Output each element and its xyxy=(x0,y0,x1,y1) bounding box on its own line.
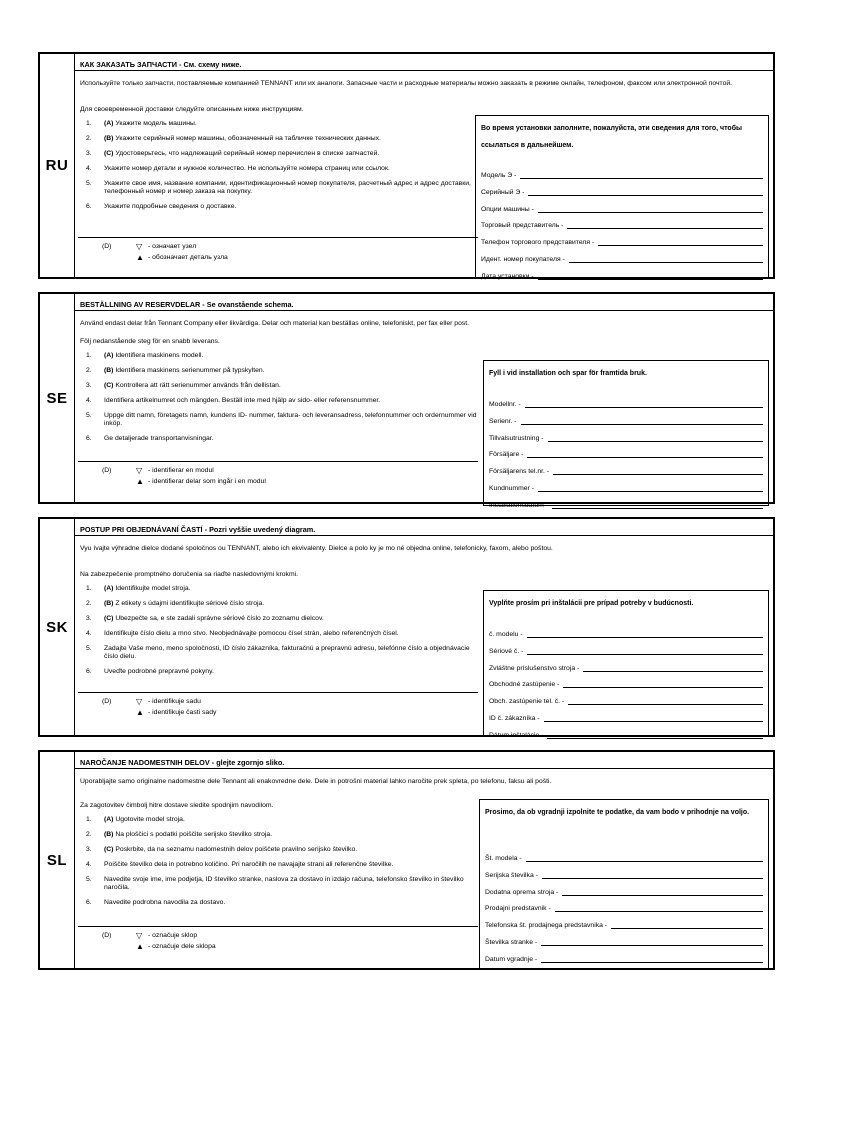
form-field-label: ID č. zákazníka - xyxy=(489,715,540,722)
order-step xyxy=(80,861,480,869)
step-text: Укажите номер детали и нужное количество. Не используйте номера страниц или ссылок. xyxy=(104,165,390,172)
order-step xyxy=(80,367,480,375)
language-code-column xyxy=(40,294,75,502)
section-title: POSTUP PRI OBJEDNÁVANÍ ČASTÍ - Pozri vyššie uvedený diagram. xyxy=(80,525,316,534)
step-reference-label: (A) xyxy=(104,120,114,127)
form-field-label: Datum vgradnje - xyxy=(485,955,538,963)
installation-info-form xyxy=(475,115,769,278)
form-field-blank-line[interactable] xyxy=(553,466,763,475)
step-reference-label: (B) xyxy=(104,367,114,374)
legend-assembly-text: - означает узел xyxy=(148,243,197,250)
installation-info-form xyxy=(483,360,769,509)
step-reference-label: (C) xyxy=(104,382,114,389)
form-field xyxy=(489,711,763,722)
step-text: Укажите модель машины. xyxy=(113,120,197,127)
form-field xyxy=(485,851,763,862)
section-content xyxy=(74,519,773,739)
legend-assembly-text: - identifikuje sadu xyxy=(148,698,201,705)
form-field xyxy=(481,218,763,229)
form-field-blank-line[interactable] xyxy=(555,903,763,912)
form-field xyxy=(485,868,763,879)
step-number: 4. xyxy=(86,165,92,172)
step-number: 1. xyxy=(86,816,92,823)
form-field-label: Дата установки - xyxy=(481,272,534,280)
language-code-column xyxy=(40,752,75,968)
form-field-label: Telefonska št. prodajnega predstavnika - xyxy=(485,922,608,930)
form-field-label: Опции машины - xyxy=(481,205,534,213)
form-field-label: Kundnummer - xyxy=(489,485,534,492)
order-step xyxy=(80,203,480,211)
order-steps-list xyxy=(80,816,480,914)
step-text: Укажите серийный номер машины, обозначенный на табличке технических данных. xyxy=(113,135,381,142)
section-sl xyxy=(38,750,775,970)
form-field xyxy=(489,447,763,458)
form-field-label: č. modelu - xyxy=(489,631,523,638)
step-text: Ge detaljerade transportanvisningar. xyxy=(104,435,214,442)
order-step xyxy=(80,630,480,638)
step-number: 6. xyxy=(86,668,92,675)
form-field-label: Prodajni predstavnik - xyxy=(485,905,551,913)
legend-divider xyxy=(78,692,478,693)
section-content xyxy=(74,294,773,509)
form-field-label: Installationsdatum - xyxy=(489,501,548,509)
order-step xyxy=(80,382,480,390)
form-field-label: Serijska številka - xyxy=(485,871,538,879)
title-divider xyxy=(74,768,773,769)
step-number: 3. xyxy=(86,150,92,157)
form-field xyxy=(489,397,763,408)
legend-part-text: - identifierar delar som ingår i en modul xyxy=(148,478,266,485)
form-field xyxy=(489,431,763,442)
step-text: Identifikujte číslo dielu a mno stvo. Neobjednávajte pomocou čísel strán, alebo referenčných čísel. xyxy=(104,630,399,637)
filled-triangle-icon: ▲ xyxy=(136,477,144,486)
follow-instructions-text: Na zabezpečenie promptného doručenia sa riaďte nasledovnými krokmi. xyxy=(80,571,299,578)
step-text: Uppge ditt namn, företagets namn, kundens ID- nummer, faktura- och leveransadress, telefonnummer och ordernummer vid inköp. xyxy=(104,412,477,427)
form-field xyxy=(481,269,763,280)
form-field-blank-line[interactable] xyxy=(527,646,763,655)
step-reference-label: (A) xyxy=(104,585,114,592)
form-field xyxy=(489,414,763,425)
form-field-blank-line[interactable] xyxy=(598,237,763,246)
form-field-blank-line[interactable] xyxy=(611,920,763,929)
step-text: Kontrollera att rätt serienummer används från dellistan. xyxy=(113,382,281,389)
step-text: Navedite svoje ime, ime podjetja, ID številko stranke, naslova za dostavo in izdajo računa, telefonsko številko in številko naročila. xyxy=(104,876,464,891)
form-field-blank-line[interactable] xyxy=(538,204,763,213)
step-text: Укажите подробные сведения о доставке. xyxy=(104,203,237,210)
step-number: 4. xyxy=(86,861,92,868)
open-triangle-icon: ▽ xyxy=(136,242,143,251)
form-field-blank-line[interactable] xyxy=(569,254,763,263)
order-step xyxy=(80,876,480,892)
language-code-column xyxy=(40,54,75,277)
step-reference-label: (B) xyxy=(104,135,114,142)
step-number: 1. xyxy=(86,120,92,127)
order-step xyxy=(80,846,480,854)
step-text: Uveďte podrobné prepravné pokyny. xyxy=(104,668,214,675)
legend-divider xyxy=(78,926,478,927)
step-number: 4. xyxy=(86,397,92,404)
form-field xyxy=(489,481,763,492)
order-step xyxy=(80,150,480,158)
step-text: Z etikety s údajmi identifikujte sériové číslo stroja. xyxy=(113,600,265,607)
step-number: 3. xyxy=(86,846,92,853)
legend-divider xyxy=(78,461,478,462)
step-number: 2. xyxy=(86,135,92,142)
form-field xyxy=(481,185,763,196)
language-code: RU xyxy=(45,157,69,174)
legend-assembly-text: - identifierar en modul xyxy=(148,467,214,474)
form-field xyxy=(485,935,763,946)
step-text: Удостоверьтесь, что надлежащий серийный номер перечислен в списке запчастей. xyxy=(113,150,380,157)
language-code: SE xyxy=(46,389,68,407)
intro-text: Använd endast delar från Tennant Company eller likvärdiga. Delar och material kan beställas online, telefoniskt, per fax eller post. xyxy=(80,320,470,327)
form-field-blank-line[interactable] xyxy=(547,730,763,739)
form-field xyxy=(489,498,763,509)
form-field-blank-line[interactable] xyxy=(520,170,763,179)
form-field-label: Št. modela - xyxy=(485,855,522,862)
form-field-label: Идент. номер покупателя - xyxy=(481,256,565,263)
form-field xyxy=(489,464,763,475)
form-field xyxy=(481,235,763,246)
step-text: Укажите свое имя, название компании, идентификационный номер покупателя, расчетный адрес и адрес доставки, телефонный номер и номер заказа на покупку. xyxy=(104,180,471,195)
form-field-blank-line[interactable] xyxy=(583,663,763,672)
section-sk xyxy=(38,517,775,737)
form-field-label: Zvláštne príslušenstvo stroja - xyxy=(489,664,580,672)
intro-text: Uporabljajte samo originalne nadomestne dele Tennant ali enakovredne dele. Dele in potrošni material lahko naročite prek spleta, po telefonu, faksu ali pošti. xyxy=(80,778,552,785)
step-number: 6. xyxy=(86,435,92,442)
legend-part-text: - identifikuje časti sady xyxy=(148,709,217,716)
title-divider xyxy=(74,535,773,536)
step-number: 5. xyxy=(86,876,92,883)
step-number: 6. xyxy=(86,899,92,906)
step-reference-label: (A) xyxy=(104,816,114,823)
form-field-label: Tillvalsutrustning - xyxy=(489,434,544,442)
form-field xyxy=(485,918,763,929)
title-divider xyxy=(74,70,773,71)
order-step xyxy=(80,120,480,128)
section-content xyxy=(74,752,773,968)
step-number: 3. xyxy=(86,615,92,622)
step-reference-label: (B) xyxy=(104,600,114,607)
form-field-blank-line[interactable] xyxy=(526,853,763,862)
form-title: Vyplňte prosím pri inštalácii pre prípad potreby v budúcnosti. xyxy=(489,600,694,607)
order-step xyxy=(80,352,480,360)
legend-divider xyxy=(78,237,478,238)
step-text: Identifikujte model stroja. xyxy=(113,585,191,592)
follow-instructions-text: Za zagotovitev čimbolj hitre dostave sledite spodnjim navodilom. xyxy=(80,802,274,809)
form-field-blank-line[interactable] xyxy=(541,954,763,963)
form-field xyxy=(485,952,763,963)
form-field xyxy=(481,252,763,263)
form-field-label: Модель Э - xyxy=(481,172,517,179)
form-field-blank-line[interactable] xyxy=(527,449,763,458)
form-field-label: Dátum inštalácie - xyxy=(489,731,544,739)
language-code: SK xyxy=(46,618,68,636)
section-title: NAROČANJE NADOMESTNIH DELOV - glejte zgornjo sliko. xyxy=(80,758,285,767)
form-field xyxy=(485,901,763,912)
step-number: 1. xyxy=(86,585,92,592)
form-field-label: Телефон торгового представителя - xyxy=(481,239,595,247)
step-text: Identifiera artikelnumret och mängden. Beställ inte med hjälp av sido- eller referensnummer. xyxy=(104,397,381,404)
step-number: 2. xyxy=(86,367,92,374)
step-text: Poiščite številko dela in potrebno količino. Pri naročilih ne navajajte strani ali referenčne številke. xyxy=(104,861,394,868)
intro-text: Vyu ívajte výhradne dielce dodané spoločnos ou TENNANT, alebo ich ekvivalenty. Dielce a polo ky je mo né objedna online, telefonicky, faxom, alebo poštou. xyxy=(80,545,553,552)
form-field-label: Obchodné zastúpenie - xyxy=(489,681,560,689)
form-field-blank-line[interactable] xyxy=(521,416,763,425)
step-text: Ugotovite model stroja. xyxy=(113,816,185,823)
legend-assembly-text: - označuje sklop xyxy=(148,932,198,939)
step-number: 1. xyxy=(86,352,92,359)
order-step xyxy=(80,135,480,143)
form-field-blank-line[interactable] xyxy=(563,679,763,688)
open-triangle-icon: ▽ xyxy=(136,931,143,940)
step-number: 2. xyxy=(86,831,92,838)
step-number: 5. xyxy=(86,412,92,419)
step-reference-label: (C) xyxy=(104,615,114,622)
filled-triangle-icon: ▲ xyxy=(136,708,144,717)
legend-reference-label: (D) xyxy=(102,932,112,939)
form-title: Prosimo, da ob vgradnji izpolnite te podatke, da vam bodo v prihodnje na voljo. xyxy=(485,809,750,816)
form-field xyxy=(489,644,763,655)
form-field xyxy=(481,168,763,179)
form-title: Во время установки заполните, пожалуйста, эти сведения для того, чтобы ссылаться в дальнейшем. xyxy=(481,125,743,149)
section-ru xyxy=(38,52,775,279)
step-number: 3. xyxy=(86,382,92,389)
order-step xyxy=(80,899,480,907)
form-field-blank-line[interactable] xyxy=(527,629,763,638)
order-step xyxy=(80,600,480,608)
open-triangle-icon: ▽ xyxy=(136,466,143,475)
step-reference-label: (B) xyxy=(104,831,114,838)
form-field xyxy=(489,677,763,688)
order-steps-list xyxy=(80,120,480,218)
step-number: 4. xyxy=(86,630,92,637)
form-field-blank-line[interactable] xyxy=(542,870,763,879)
form-field-blank-line[interactable] xyxy=(541,937,763,946)
form-field-blank-line[interactable] xyxy=(528,187,763,196)
form-field-blank-line[interactable] xyxy=(568,696,763,705)
form-field-label: Obch. zastúpenie tel. č. - xyxy=(489,698,565,706)
form-field xyxy=(481,202,763,213)
form-field-blank-line[interactable] xyxy=(548,433,763,442)
order-steps-list xyxy=(80,585,480,683)
follow-instructions-text: Для своевременной доставки следуйте описанным ниже инструкциям. xyxy=(80,106,304,113)
order-step xyxy=(80,435,480,443)
step-text: Zadajte Vaše meno, meno spoločnosti, ID číslo zákazníka, fakturačnú a prepravnú adresu, telefónne číslo a objednávacie číslo dielu. xyxy=(104,645,470,660)
order-step xyxy=(80,668,480,676)
form-field xyxy=(489,694,763,705)
section-content xyxy=(74,54,773,280)
form-field-blank-line[interactable] xyxy=(544,713,763,722)
form-title: Fyll i vid installation och spar för framtida bruk. xyxy=(489,370,647,377)
form-field-label: Serienr. - xyxy=(489,417,517,425)
form-field-label: Försäljare - xyxy=(489,451,524,459)
language-code: SL xyxy=(46,851,68,869)
form-field-label: Försäljarens tel.nr. - xyxy=(489,468,550,476)
section-se xyxy=(38,292,775,509)
form-field-label: Modellnr. - xyxy=(489,401,521,408)
filled-triangle-icon: ▲ xyxy=(136,942,144,951)
step-text: Navedite podrobna navodila za dostavo. xyxy=(104,899,226,906)
step-text: Identifiera maskinens serienummer på typskylten. xyxy=(113,367,265,374)
order-step xyxy=(80,645,480,661)
step-reference-label: (C) xyxy=(104,150,114,157)
step-text: Ubezpečte sa, e ste zadali správne sériové číslo zo zoznamu dielcov. xyxy=(113,615,324,622)
order-step xyxy=(80,615,480,623)
step-reference-label: (C) xyxy=(104,846,114,853)
installation-info-form xyxy=(479,799,769,970)
order-step xyxy=(80,165,480,173)
step-reference-label: (A) xyxy=(104,352,114,359)
follow-instructions-text: Följ nedanstående steg för en snabb leverans. xyxy=(80,338,220,345)
form-field-label: Торговый представитель - xyxy=(481,222,564,230)
form-field-blank-line[interactable] xyxy=(567,220,763,229)
title-divider xyxy=(74,310,773,311)
order-step xyxy=(80,585,480,593)
step-text: Poskrbite, da na seznamu nadomestnih delov poiščete pravilno serijsko številko. xyxy=(113,846,358,853)
order-step xyxy=(80,412,480,428)
form-field-blank-line[interactable] xyxy=(538,271,763,280)
form-field xyxy=(489,661,763,672)
legend-reference-label: (D) xyxy=(102,243,112,250)
step-number: 6. xyxy=(86,203,92,210)
form-field-label: Sériové č. - xyxy=(489,647,524,655)
step-number: 5. xyxy=(86,180,92,187)
form-field xyxy=(485,885,763,896)
step-text: Na ploščici s podatki poiščite serijsko številko stroja. xyxy=(113,831,273,838)
legend-reference-label: (D) xyxy=(102,467,112,474)
step-number: 2. xyxy=(86,600,92,607)
order-step xyxy=(80,816,480,824)
form-field-label: Številka stranke - xyxy=(485,939,538,946)
form-field-blank-line[interactable] xyxy=(538,483,763,492)
form-field-label: Серийный Э - xyxy=(481,188,525,196)
order-step xyxy=(80,180,480,196)
form-field-blank-line[interactable] xyxy=(525,399,763,408)
step-text: Identifiera maskinens modell. xyxy=(113,352,204,359)
section-title: BESTÄLLNING AV RESERVDELAR - Se ovanstående schema. xyxy=(80,300,294,309)
form-field xyxy=(489,728,763,739)
form-field-blank-line[interactable] xyxy=(562,887,763,896)
form-field-blank-line[interactable] xyxy=(552,500,763,509)
order-step xyxy=(80,397,480,405)
section-title: КАК ЗАКАЗАТЬ ЗАПЧАСТИ - См. схему ниже. xyxy=(80,60,242,69)
intro-text: Используйте только запчасти, поставляемые компанией TENNANT или их аналоги. Запасные части и расходные материалы можно заказать в режиме онлайн, телефоном, факсом или электронной почтой. xyxy=(80,80,733,87)
order-steps-list xyxy=(80,352,480,450)
legend-reference-label: (D) xyxy=(102,698,112,705)
form-field xyxy=(489,627,763,638)
filled-triangle-icon: ▲ xyxy=(136,253,144,262)
open-triangle-icon: ▽ xyxy=(136,697,143,706)
language-code-column xyxy=(40,519,75,735)
step-number: 5. xyxy=(86,645,92,652)
legend-part-text: - обозначает деталь узла xyxy=(148,254,228,261)
installation-info-form xyxy=(483,590,769,737)
legend-part-text: - označuje dele sklopa xyxy=(148,943,216,950)
order-step xyxy=(80,831,480,839)
form-field-label: Dodatna oprema stroja - xyxy=(485,888,559,896)
